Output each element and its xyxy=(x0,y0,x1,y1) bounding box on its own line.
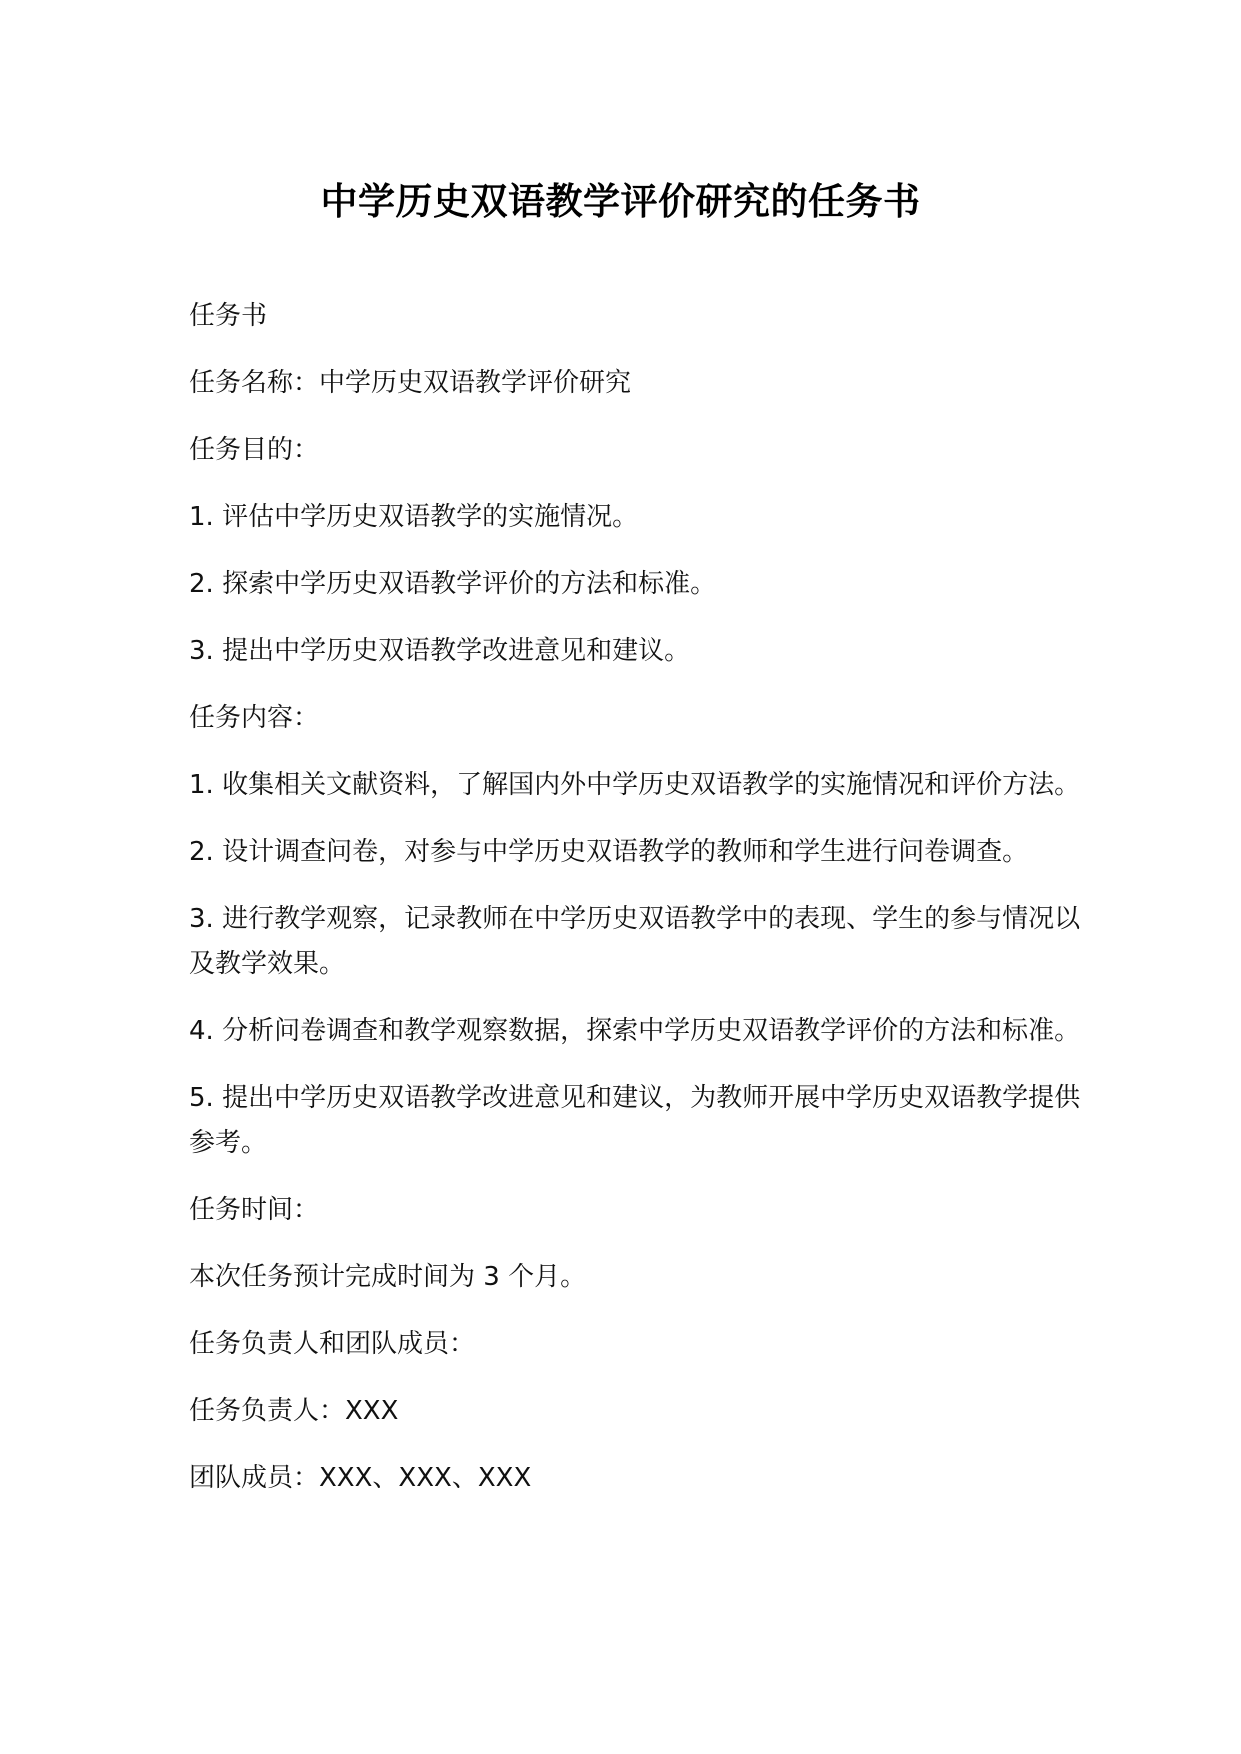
paragraph-content-1: 1. 收集相关文献资料，了解国内外中学历史双语教学的实施情况和评价方法。 xyxy=(189,770,1081,800)
paragraph-content-heading: 任务内容： xyxy=(189,703,320,733)
document-title: 中学历史双语教学评价研究的任务书 xyxy=(320,180,921,223)
paragraph-content-3: 3. 进行教学观察，记录教师在中学历史双语教学中的表现、学生的参与情况以及教学效果。 xyxy=(189,904,1081,979)
paragraph-purpose-3: 3. 提出中学历史双语教学改进意见和建议。 xyxy=(189,636,691,666)
paragraph-content-4: 4. 分析问卷调查和教学观察数据，探索中学历史双语教学评价的方法和标准。 xyxy=(189,1016,1081,1046)
document-body xyxy=(189,294,1089,1523)
paragraph-purpose-2: 2. 探索中学历史双语教学评价的方法和标准。 xyxy=(189,569,717,599)
paragraph-heading: 任务书 xyxy=(189,301,268,331)
paragraph-purpose-1: 1. 评估中学历史双语教学的实施情况。 xyxy=(189,502,639,532)
paragraph-time-heading: 任务时间： xyxy=(189,1195,320,1225)
paragraph-team-heading: 任务负责人和团队成员： xyxy=(189,1329,476,1359)
paragraph-time-value: 本次任务预计完成时间为 3 个月。 xyxy=(189,1262,587,1292)
paragraph-content-2: 2. 设计调查问卷，对参与中学历史双语教学的教师和学生进行问卷调查。 xyxy=(189,837,1029,867)
paragraph-leader: 任务负责人：XXX xyxy=(189,1396,399,1426)
paragraph-purpose-heading: 任务目的： xyxy=(189,435,320,465)
paragraph-members: 团队成员：XXX、XXX、XXX xyxy=(189,1463,532,1493)
paragraph-task-name: 任务名称：中学历史双语教学评价研究 xyxy=(189,368,632,398)
paragraph-content-5: 5. 提出中学历史双语教学改进意见和建议，为教师开展中学历史双语教学提供参考。 xyxy=(189,1083,1081,1158)
